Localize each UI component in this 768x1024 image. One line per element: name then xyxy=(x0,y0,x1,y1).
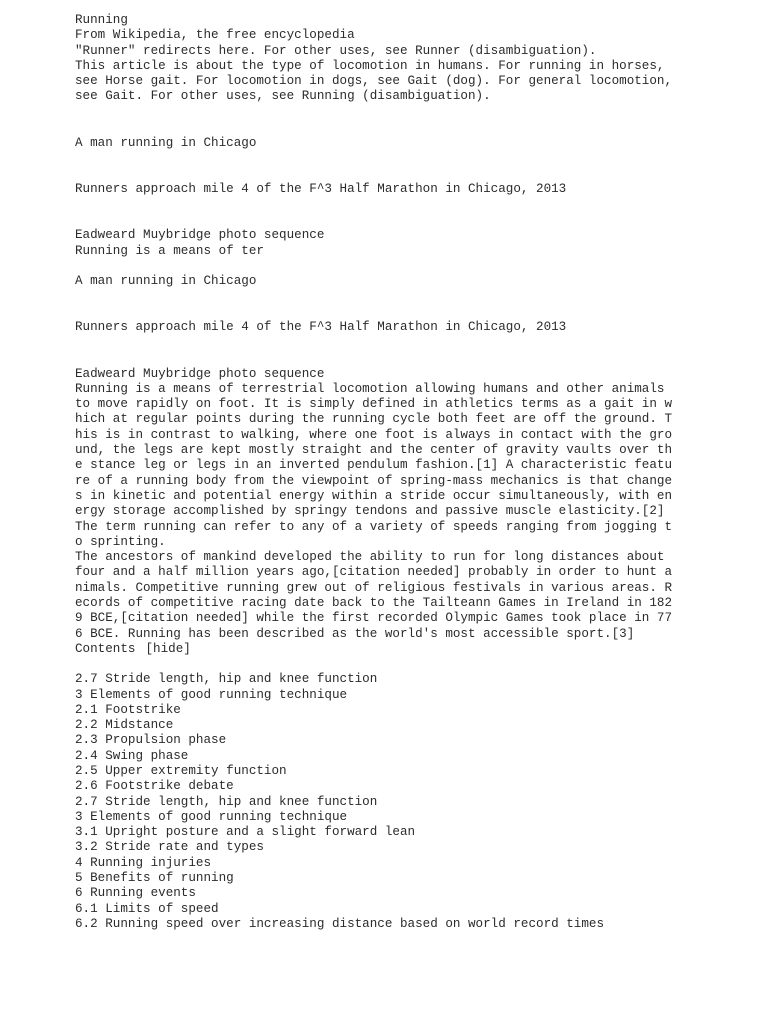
toc-item[interactable]: 5 Benefits of running xyxy=(75,871,234,886)
truncated-text: Running is a means of ter xyxy=(75,243,264,258)
spacer xyxy=(75,336,675,367)
image-caption: A man running in Chicago xyxy=(75,273,257,288)
article-title: Running xyxy=(75,13,128,27)
image-caption: Runners approach mile 4 of the F^3 Half Marathon in Chicago, 2013 xyxy=(75,182,567,197)
toc-item[interactable]: 2.7 Stride length, hip and knee function xyxy=(75,672,378,687)
body-paragraph: Running is a means of terrestrial locomotion allowing humans and other animals to move rapidly on foot. It is simply defined in athletics terms as a gait in which at regular points during the running cycle both feet are off the ground. This is in contrast to walking, where one foot is always in contact with the ground, the legs are kept mostly straight and the center of gravity vaults over the stance leg or legs in an inverted pendulum fashion.[1] A characteristic feature of a running body from the viewpoint of spring-mass mechanics is that changes in kinetic and potential energy within a stride occur simultaneously, with energy storage accomplished by springy tendons and passive muscle elasticity.[2] The term running can refer to any of a variety of speeds ranging from jogging to sprinting. xyxy=(75,381,673,549)
toc-header xyxy=(75,642,675,657)
toc-list xyxy=(75,672,675,932)
image-caption: Eadweard Muybridge photo sequence xyxy=(75,366,325,381)
toc-hide-link[interactable]: [hide] xyxy=(145,641,191,656)
toc-item[interactable]: 6 Running events xyxy=(75,886,196,901)
toc-item[interactable]: 2.3 Propulsion phase xyxy=(75,733,227,748)
toc-item[interactable]: 2.6 Footstrike debate xyxy=(75,779,234,794)
redirect-note: "Runner" redirects here. For other uses, see Runner (disambiguation). xyxy=(75,43,597,58)
document-page xyxy=(75,13,675,932)
image-caption: A man running in Chicago xyxy=(75,135,257,150)
image-caption: Eadweard Muybridge photo sequence xyxy=(75,228,325,243)
toc-item[interactable]: 4 Running injuries xyxy=(75,855,212,870)
image-caption: Runners approach mile 4 of the F^3 Half Marathon in Chicago, 2013 xyxy=(75,320,567,335)
toc-item[interactable]: 3 Elements of good running technique xyxy=(75,809,348,824)
spacer xyxy=(75,657,675,672)
spacer xyxy=(75,151,675,182)
toc-item[interactable]: 2.2 Midstance xyxy=(75,718,174,733)
toc-item[interactable]: 2.7 Stride length, hip and knee function xyxy=(75,794,378,809)
body-paragraph: The ancestors of mankind developed the ability to run for long distances about four and a half million years ago,[citation needed] probably in order to hunt animals. Competitive running grew out of religious festivals in various areas. Records of competitive racing date back to the Tailteann Games in Ireland in 1829 BCE,[citation needed] while the first recorded Olympic Games took place in 776 BCE. Running has been described as the world's most accessible sport.[3] xyxy=(75,550,673,641)
toc-item[interactable]: 6.2 Running speed over increasing distance based on world record times xyxy=(75,916,605,931)
toc-item[interactable]: 2.4 Swing phase xyxy=(75,748,189,763)
toc-heading: Contents xyxy=(75,641,136,656)
spacer xyxy=(75,105,675,136)
toc-item[interactable]: 3 Elements of good running technique xyxy=(75,687,348,702)
spacer xyxy=(75,259,675,274)
toc-item[interactable]: 3.2 Stride rate and types xyxy=(75,840,264,855)
hatnote: This article is about the type of locomotion in humans. For running in horses, see Horse gait. For locomotion in dogs, see Gait (dog). For general locomotion, see Gait. For other uses, see Running (disambiguation). xyxy=(75,58,673,104)
toc-item[interactable]: 3.1 Upright posture and a slight forward lean xyxy=(75,825,416,840)
toc-item[interactable]: 2.5 Upper extremity function xyxy=(75,763,287,778)
spacer xyxy=(75,289,675,320)
spacer xyxy=(75,197,675,228)
article-source: From Wikipedia, the free encyclopedia xyxy=(75,28,355,43)
toc-item[interactable]: 6.1 Limits of speed xyxy=(75,901,219,916)
toc-item[interactable]: 2.1 Footstrike xyxy=(75,702,181,717)
